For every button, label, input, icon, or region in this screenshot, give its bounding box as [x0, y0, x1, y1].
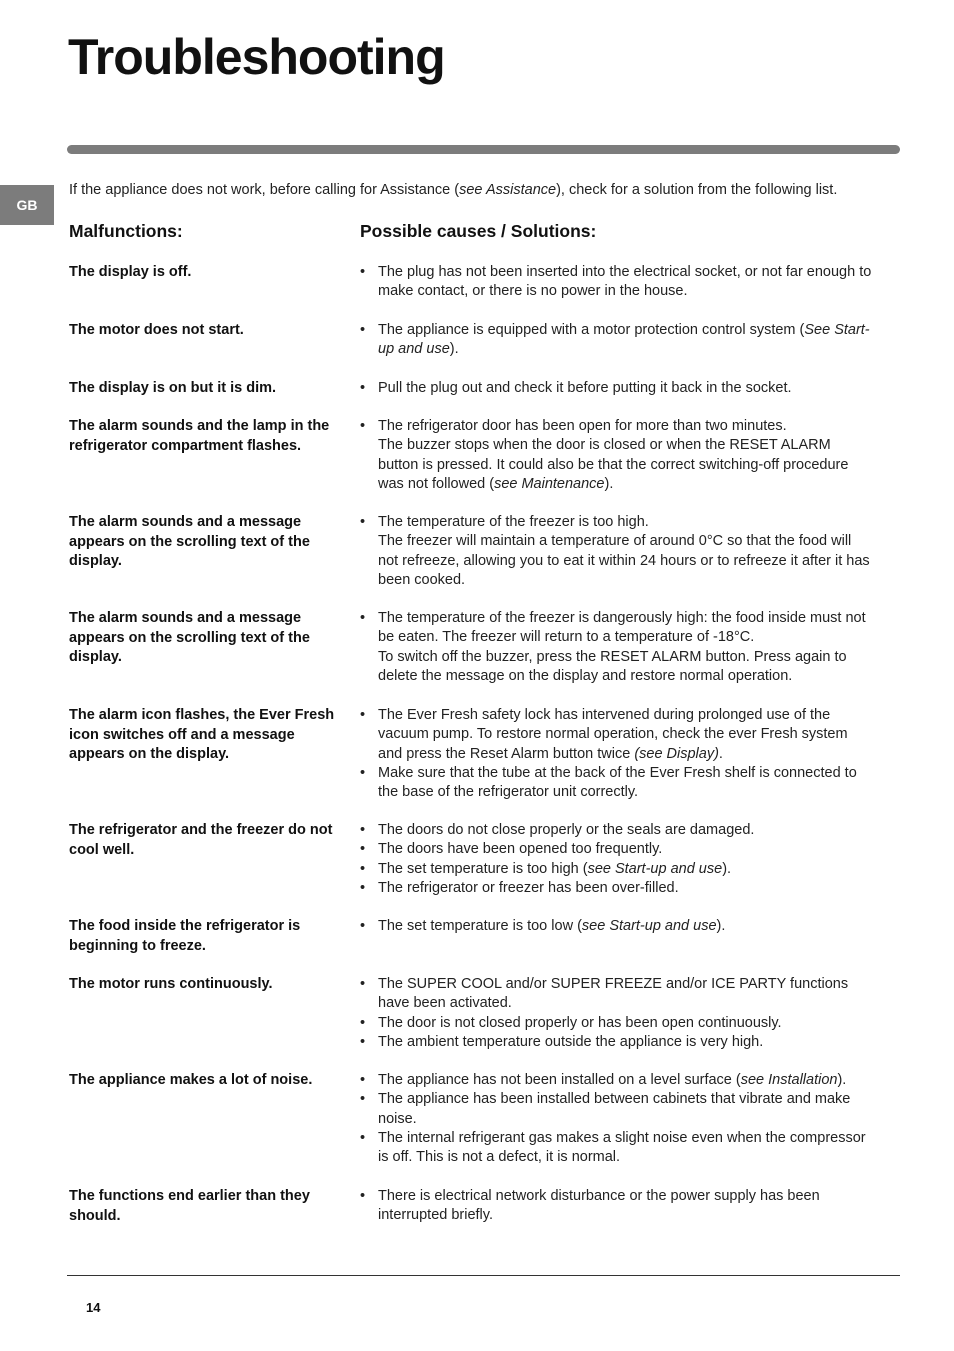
- solution-item: [360, 975, 875, 1014]
- intro-text: [69, 180, 849, 200]
- cross-reference-text: see Maintenance: [494, 475, 605, 492]
- solution-item: [360, 821, 875, 840]
- solutions-list: [360, 263, 875, 302]
- malfunctions-heading: Malfunctions:: [69, 221, 183, 241]
- text-run: The refrigerator door has been open for more than two minutes. The buzzer stops when the door is closed or when the RESET ALARM button is pressed. It could also be that the correct switching-off procedure was not followed (: [378, 418, 849, 492]
- text-run: Make sure that the tube at the back of the Ever Fresh shelf is connected to the base of the refrigerator unit correctly.: [378, 764, 857, 801]
- solutions-list: [360, 1071, 875, 1167]
- text-run: The appliance is equipped with a motor protection control system (: [378, 322, 805, 338]
- solution-item: [360, 1187, 875, 1226]
- malfunction-label: The alarm sounds and a message appears on the scrolling text of the display.: [69, 514, 310, 569]
- solution-item: [360, 263, 875, 302]
- solution-item: [360, 1090, 875, 1129]
- solutions-list: [360, 1187, 875, 1226]
- text-run: The temperature of the freezer is dangerously high: the food inside must not be eaten. The freezer will return to a temperature of -18°C. To switch off the buzzer, press the RESET ALARM button. Press again to delete the message on the display and restore normal operation.: [378, 610, 866, 684]
- solutions-list: [360, 975, 875, 1052]
- page-number: 14: [86, 1300, 101, 1315]
- text-run: The temperature of the freezer is too high. The freezer will maintain a temperature of around 0°C so that the food will not refreeze, allowing you to eat it within 24 hours or to refreeze it after it has been cooked.: [378, 514, 870, 588]
- malfunction-label: The alarm sounds and a message appears on the scrolling text of the display.: [69, 610, 310, 665]
- solution-item: [360, 1071, 875, 1090]
- text-run: The plug has not been inserted into the electrical socket, or not far enough to make contact, or there is no power in the house.: [378, 264, 872, 300]
- solution-item: [360, 860, 875, 879]
- footer-divider: [67, 1275, 900, 1276]
- solutions-list: [360, 821, 875, 898]
- solution-item: [360, 609, 875, 686]
- solutions-heading: Possible causes / Solutions:: [360, 221, 597, 241]
- solutions-list: [360, 417, 875, 494]
- text-run: The refrigerator or freezer has been over-filled.: [378, 879, 679, 896]
- solutions-list: [360, 609, 875, 686]
- solution-item: [360, 917, 875, 936]
- cross-reference-text: See Start-up and use: [378, 322, 870, 358]
- text-run: The internal refrigerant gas makes a slight noise even when the compressor is off. This is not a defect, it is normal.: [378, 1129, 866, 1166]
- malfunction-label: The motor does not start.: [69, 322, 244, 338]
- text-run: ).: [604, 475, 614, 492]
- language-tab: GB: [0, 185, 54, 225]
- page-title: Troubleshooting: [68, 29, 445, 85]
- malfunction-label: The motor runs continuously.: [69, 976, 273, 992]
- malfunction-label: The refrigerator and the freezer do not cool well.: [69, 822, 333, 858]
- solutions-list: [360, 917, 875, 936]
- solution-item: [360, 706, 875, 764]
- solution-item: [360, 879, 875, 898]
- text-run: The appliance has not been installed on a level surface (: [378, 1072, 741, 1088]
- malfunction-label: The appliance makes a lot of noise.: [69, 1072, 313, 1088]
- text-run: Pull the plug out and check it before putting it back in the socket.: [378, 380, 792, 396]
- malfunction-label: The display is off.: [69, 264, 192, 280]
- solution-item: [360, 1014, 875, 1033]
- text-run: ), check for a solution from the following list.: [556, 182, 838, 198]
- malfunction-label: The alarm icon flashes, the Ever Fresh icon switches off and a message appears on the display.: [69, 707, 335, 762]
- solution-item: [360, 379, 875, 398]
- solutions-list: [360, 379, 875, 398]
- solution-item: [360, 513, 875, 590]
- solution-item: [360, 840, 875, 859]
- solutions-list: [360, 513, 875, 590]
- solution-item: [360, 1129, 875, 1168]
- text-run: The Ever Fresh safety lock has intervened during prolonged use of the vacuum pump. To restore normal operation, check the ever Fresh system and press the Reset Alarm button twice: [378, 707, 848, 762]
- text-run: ).: [722, 860, 732, 877]
- solution-item: [360, 417, 875, 494]
- solution-item: [360, 1033, 875, 1052]
- cross-reference-text: (see Display): [634, 745, 719, 762]
- text-run: The door is not closed properly or has been open continuously.: [378, 1014, 782, 1031]
- cross-reference-text: see Start-up and use: [587, 860, 723, 877]
- text-run: The ambient temperature outside the appliance is very high.: [378, 1033, 764, 1050]
- text-run: ).: [837, 1072, 847, 1088]
- malfunction-label: The display is on but it is dim.: [69, 380, 277, 396]
- text-run: The set temperature is too low (: [378, 918, 582, 934]
- text-run: There is electrical network disturbance or the power supply has been interrupted briefly.: [378, 1188, 820, 1224]
- malfunction-label: The food inside the refrigerator is beginning to freeze.: [69, 918, 301, 954]
- text-run: The SUPER COOL and/or SUPER FREEZE and/or ICE PARTY functions have been activated.: [378, 976, 849, 1012]
- text-run: ).: [716, 918, 726, 934]
- title-divider: [67, 145, 900, 154]
- solution-item: [360, 321, 875, 360]
- malfunction-label: The functions end earlier than they should.: [69, 1188, 310, 1224]
- malfunction-label: The alarm sounds and the lamp in the refrigerator compartment flashes.: [69, 418, 330, 454]
- cross-reference-text: see Start-up and use: [581, 918, 717, 934]
- text-run: .: [718, 745, 723, 762]
- text-run: ).: [449, 341, 459, 358]
- cross-reference-text: see Installation: [740, 1072, 838, 1088]
- text-run: The doors have been opened too frequently.: [378, 841, 663, 858]
- solution-item: [360, 764, 875, 803]
- text-run: The appliance has been installed between cabinets that vibrate and make noise.: [378, 1091, 851, 1127]
- cross-reference-text: see Assistance: [459, 182, 557, 198]
- solutions-list: [360, 706, 875, 802]
- text-run: If the appliance does not work, before calling for Assistance (: [69, 182, 460, 198]
- text-run: The set temperature is too high (: [378, 860, 588, 877]
- text-run: The doors do not close properly or the seals are damaged.: [378, 822, 755, 838]
- solutions-list: [360, 321, 875, 360]
